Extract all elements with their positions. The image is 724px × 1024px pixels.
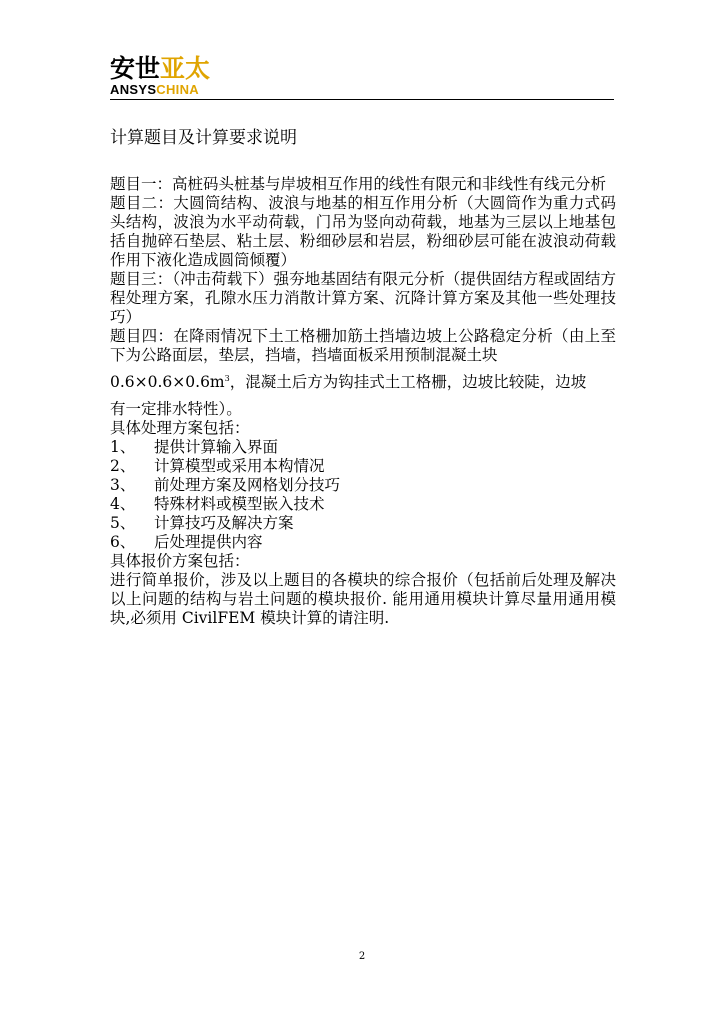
quote-title: 具体报价方案包括： — [110, 552, 250, 570]
logo-en-black: ANSYS — [110, 82, 157, 97]
list-item-text: 后处理提供内容 — [154, 533, 263, 551]
plan-title: 具体处理方案包括： — [110, 419, 250, 437]
dimension-text-after: ，混凝土后方为钩挂式土工格栅，边坡比较陡，边坡 — [229, 373, 587, 391]
paragraph-topic-4-dimensions — [110, 373, 616, 392]
list-item-number: 5、 — [110, 514, 136, 532]
list-item-text: 计算技巧及解决方案 — [154, 514, 294, 532]
list-item-text: 特殊材料或模型嵌入技术 — [154, 495, 325, 513]
logo-cn-black: 安世 — [110, 54, 161, 83]
dimension-text: 0.6×0.6×0.6m — [110, 373, 225, 391]
list-item-text: 计算模型或采用本构情况 — [154, 457, 325, 475]
list-item-number: 4、 — [110, 495, 136, 513]
logo-english — [110, 83, 210, 97]
list-item-number: 2、 — [110, 457, 136, 475]
logo-chinese — [110, 55, 210, 83]
list-item — [110, 457, 616, 476]
logo-cn-gold: 亚太 — [160, 54, 211, 83]
paragraph-topic-1: 题目一：高桩码头桩基与岸坡相互作用的线性有限元和非线性有线元分析 — [110, 175, 607, 193]
list-item — [110, 495, 616, 514]
list-item — [110, 514, 616, 533]
header-divider — [110, 99, 614, 100]
paragraph-topic-4: 题目四：在降雨情况下土工格栅加筋土挡墙边坡上公路稳定分析（由上至下为公路面层，垫层，挡墙，挡墙面板采用预制混凝土块 — [110, 327, 616, 364]
paragraph-topic-4-end: 有一定排水特性）。 — [110, 400, 242, 418]
paragraph-topic-3: 题目三：（冲击荷载下）强夯地基固结有限元分析（提供固结方程或固结方程处理方案，孔隙水压力消散计算方案、沉降计算方案及其他一些处理技巧） — [110, 270, 616, 326]
list-item-text: 提供计算输入界面 — [154, 438, 279, 456]
list-item-text: 前处理方案及网格划分技巧 — [154, 476, 341, 494]
list-item — [110, 533, 616, 552]
list-item — [110, 476, 616, 495]
quote-paragraph: 进行简单报价，涉及以上题目的各模块的综合报价（包括前后处理及解决以上问题的结构与岩土问题的模块报价. 能用通用模块计算尽量用通用模块,必须用 CivilFEM 模块计算的请注明. — [110, 571, 616, 627]
document-body — [110, 175, 616, 628]
list-item-number: 1、 — [110, 438, 136, 456]
dimension-superscript: 3 — [224, 373, 230, 383]
page-heading: 计算题目及计算要求说明 — [110, 128, 297, 148]
page-number: 2 — [358, 951, 366, 962]
list-item — [110, 438, 616, 457]
paragraph-topic-2: 题目二：大圆筒结构、波浪与地基的相互作用分析（大圆筒作为重力式码头结构，波浪为水平动荷载，门吊为竖向动荷载，地基为三层以上地基包括自抛碎石垫层、粘土层、粉细砂层和岩层，粉细砂层可能在波浪动荷载作用下液化造成圆筒倾覆） — [110, 194, 616, 269]
list-item-number: 3、 — [110, 476, 136, 494]
list-item-number: 6、 — [110, 533, 136, 551]
logo-en-gold: CHINA — [156, 82, 199, 97]
company-logo — [110, 55, 210, 97]
